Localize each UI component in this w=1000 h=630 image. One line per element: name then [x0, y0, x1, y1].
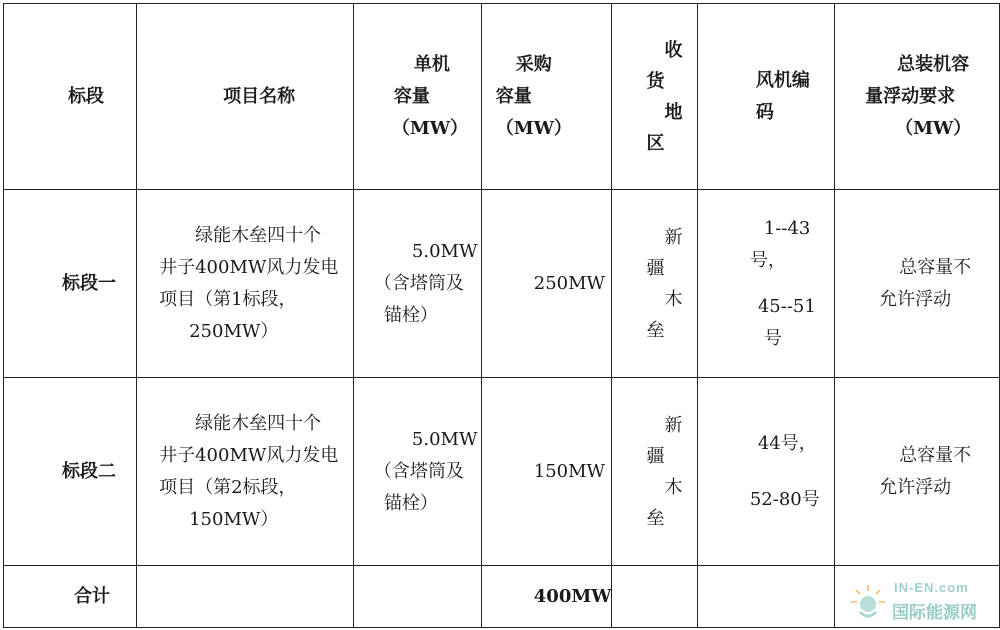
- header-delivery-region-line3: 地: [664, 101, 683, 123]
- header-purchase-capacity-line2: 容量: [495, 85, 532, 107]
- row1-project-line1: 绿能木垒四十个: [195, 224, 322, 246]
- row2-purchase-capacity: [481, 378, 612, 566]
- row2-section-label: 标段二: [62, 460, 116, 482]
- row2-region-line4: 垒: [646, 507, 665, 529]
- sun-logo-icon: [848, 582, 888, 622]
- row1-project-line3: 项目（第1标段，: [159, 288, 297, 310]
- row1-delivery-region: [612, 190, 697, 378]
- header-delivery-region: [612, 4, 697, 190]
- row1-project-name: [137, 190, 354, 378]
- header-purchase-capacity-line3: （MW）: [495, 117, 572, 139]
- header-row: [4, 4, 1000, 190]
- total-empty-region: [612, 566, 697, 628]
- row1-turbine-line2: 号，: [749, 249, 786, 271]
- header-turbine-numbers: [697, 4, 834, 190]
- header-turbine-numbers-line2: 码: [755, 101, 774, 123]
- row2-unit-capacity-line3: 锚栓）: [383, 492, 438, 514]
- total-purchase-cell: [481, 566, 612, 628]
- row1-turbine-line3: 45--51: [757, 295, 816, 317]
- header-section-label: 标段: [68, 85, 104, 107]
- row1-region-line1: 新: [664, 226, 683, 248]
- row2-purchase-capacity-value: 150MW: [533, 460, 606, 482]
- header-project-name: [137, 4, 354, 190]
- row2-project-line3: 项目（第2标段，: [159, 476, 297, 498]
- row1-region-line2: 疆: [646, 257, 665, 279]
- row1-project-line4: 250MW）: [189, 320, 279, 342]
- row1-purchase-capacity-value: 250MW: [533, 272, 606, 294]
- row1-total-capacity-float: [835, 190, 1000, 378]
- header-total-capacity-float-line2: 量浮动要求: [865, 85, 956, 107]
- row2-turbine-line1: 44号，: [757, 432, 817, 454]
- header-purchase-capacity-line1: 采购: [515, 53, 552, 75]
- total-label: 合计: [74, 585, 110, 607]
- row1-turbine-line1: 1--43: [763, 217, 811, 239]
- bid-section-table: [3, 3, 1000, 628]
- total-purchase-capacity: 400MW: [533, 585, 612, 607]
- row2-project-line1: 绿能木垒四十个: [195, 412, 322, 434]
- row2-float-line1: 总容量不: [899, 444, 972, 466]
- row2-delivery-region: [612, 378, 697, 566]
- row1-project-line2: 井子400MW风力发电: [159, 256, 339, 278]
- header-turbine-numbers-line1: 风机编: [755, 69, 810, 91]
- watermark-cn: 国际能源网: [892, 603, 977, 623]
- row1-turbine-numbers: [697, 190, 834, 378]
- row1-float-line2: 允许浮动: [879, 288, 952, 310]
- row1-unit-capacity-line3: 锚栓）: [383, 304, 438, 326]
- row2-project-line4: 150MW）: [189, 508, 279, 530]
- header-section: [4, 4, 137, 190]
- row1-region-line4: 垒: [646, 319, 665, 341]
- row2-region-line1: 新: [664, 414, 683, 436]
- header-total-capacity-float-line1: 总装机容: [897, 53, 970, 75]
- row1-section-label: 标段一: [62, 272, 116, 294]
- total-label-cell: [4, 566, 137, 628]
- row2-turbine-numbers: [697, 378, 834, 566]
- header-purchase-capacity: [481, 4, 612, 190]
- row1-region-line3: 木: [664, 288, 683, 310]
- row2-unit-capacity-line1: 5.0MW: [411, 428, 478, 450]
- row2-unit-capacity: [353, 378, 481, 566]
- header-unit-capacity-line1: 单机: [413, 53, 450, 75]
- row2-region-line2: 疆: [646, 445, 665, 467]
- row2-section: [4, 378, 137, 566]
- header-unit-capacity: [353, 4, 481, 190]
- row2-project-line2: 井子400MW风力发电: [159, 444, 339, 466]
- header-unit-capacity-line2: 容量: [393, 85, 430, 107]
- header-total-capacity-float: [835, 4, 1000, 190]
- row1-purchase-capacity: [481, 190, 612, 378]
- row1-unit-capacity-line1: 5.0MW: [411, 240, 478, 262]
- header-total-capacity-float-line3: （MW）: [895, 117, 972, 139]
- row1-section: [4, 190, 137, 378]
- header-delivery-region-line2: 货: [646, 70, 665, 92]
- header-delivery-region-line4: 区: [646, 132, 665, 154]
- table-row: [4, 378, 1000, 566]
- row2-total-capacity-float: [835, 378, 1000, 566]
- row1-float-line1: 总容量不: [899, 256, 972, 278]
- row2-project-name: [137, 378, 354, 566]
- row1-turbine-line4: 号: [763, 327, 782, 349]
- site-watermark: [842, 580, 992, 624]
- total-empty-unit: [353, 566, 481, 628]
- total-empty-project: [137, 566, 354, 628]
- row2-unit-capacity-line2: （含塔筒及: [373, 460, 464, 482]
- total-empty-turbine: [697, 566, 834, 628]
- header-delivery-region-line1: 收: [664, 39, 683, 61]
- row2-region-line3: 木: [664, 476, 683, 498]
- row1-unit-capacity: [353, 190, 481, 378]
- watermark-en: IN-EN.com: [894, 580, 969, 595]
- header-unit-capacity-line3: （MW）: [391, 117, 469, 139]
- row1-unit-capacity-line2: （含塔筒及: [373, 272, 464, 294]
- header-project-name-label: 项目名称: [223, 85, 296, 107]
- table-row: [4, 190, 1000, 378]
- row2-float-line2: 允许浮动: [879, 476, 952, 498]
- row2-turbine-line2: 52-80号: [749, 488, 820, 510]
